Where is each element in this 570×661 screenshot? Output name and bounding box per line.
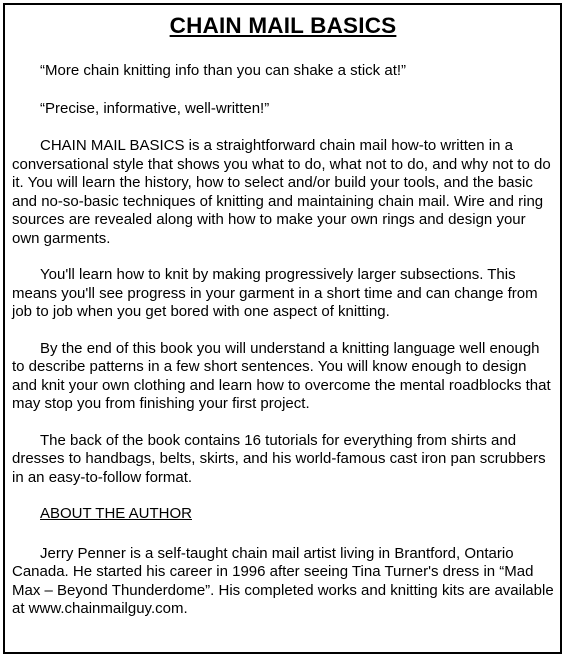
book-description-page — [3, 3, 562, 654]
description-paragraph: You'll learn how to knit by making progressively larger subsections. This means you'll see progress in your garment in a short time and can change from job to job when you get bored with one aspect of knitting. — [12, 266, 538, 320]
page-title: CHAIN MAIL BASICS — [169, 13, 397, 38]
review-quote: “Precise, informative, well-written!” — [40, 99, 270, 117]
description-paragraph: CHAIN MAIL BASICS is a straightforward chain mail how-to written in a conversational style that shows you what to do, what not to do, and why not to do it. You will learn the history, how to select and/or build your tools, and the basic and no-so-basic techniques of knitting and maintaining chain mail. Wire and ring sources are revealed along with how to make your own rings and design your own garments. — [12, 137, 551, 247]
description-paragraph: The back of the book contains 16 tutorials for everything from shirts and dresses to handbags, belts, skirts, and his world-famous cast iron pan scrubbers in an easy-to-follow format. — [12, 431, 546, 486]
description-paragraph: By the end of this book you will understand a knitting language well enough to describe patterns in a few short sentences. You will know enough to design and knit your own clothing and learn how to overcome the mental roadblocks that may stop you from finishing your first project. — [12, 339, 551, 412]
review-quote: “More chain knitting info than you can shake a stick at!” — [40, 62, 407, 79]
about-author-heading: ABOUT THE AUTHOR — [40, 505, 192, 522]
author-bio-paragraph: Jerry Penner is a self-taught chain mail artist living in Brantford, Ontario Canada. He started his career in 1996 after seeing Tina Turner's dress in “Mad Max – Beyond Thunderdome”. His completed works and knitting kits are available at www.chainmailguy.com. — [12, 544, 554, 617]
